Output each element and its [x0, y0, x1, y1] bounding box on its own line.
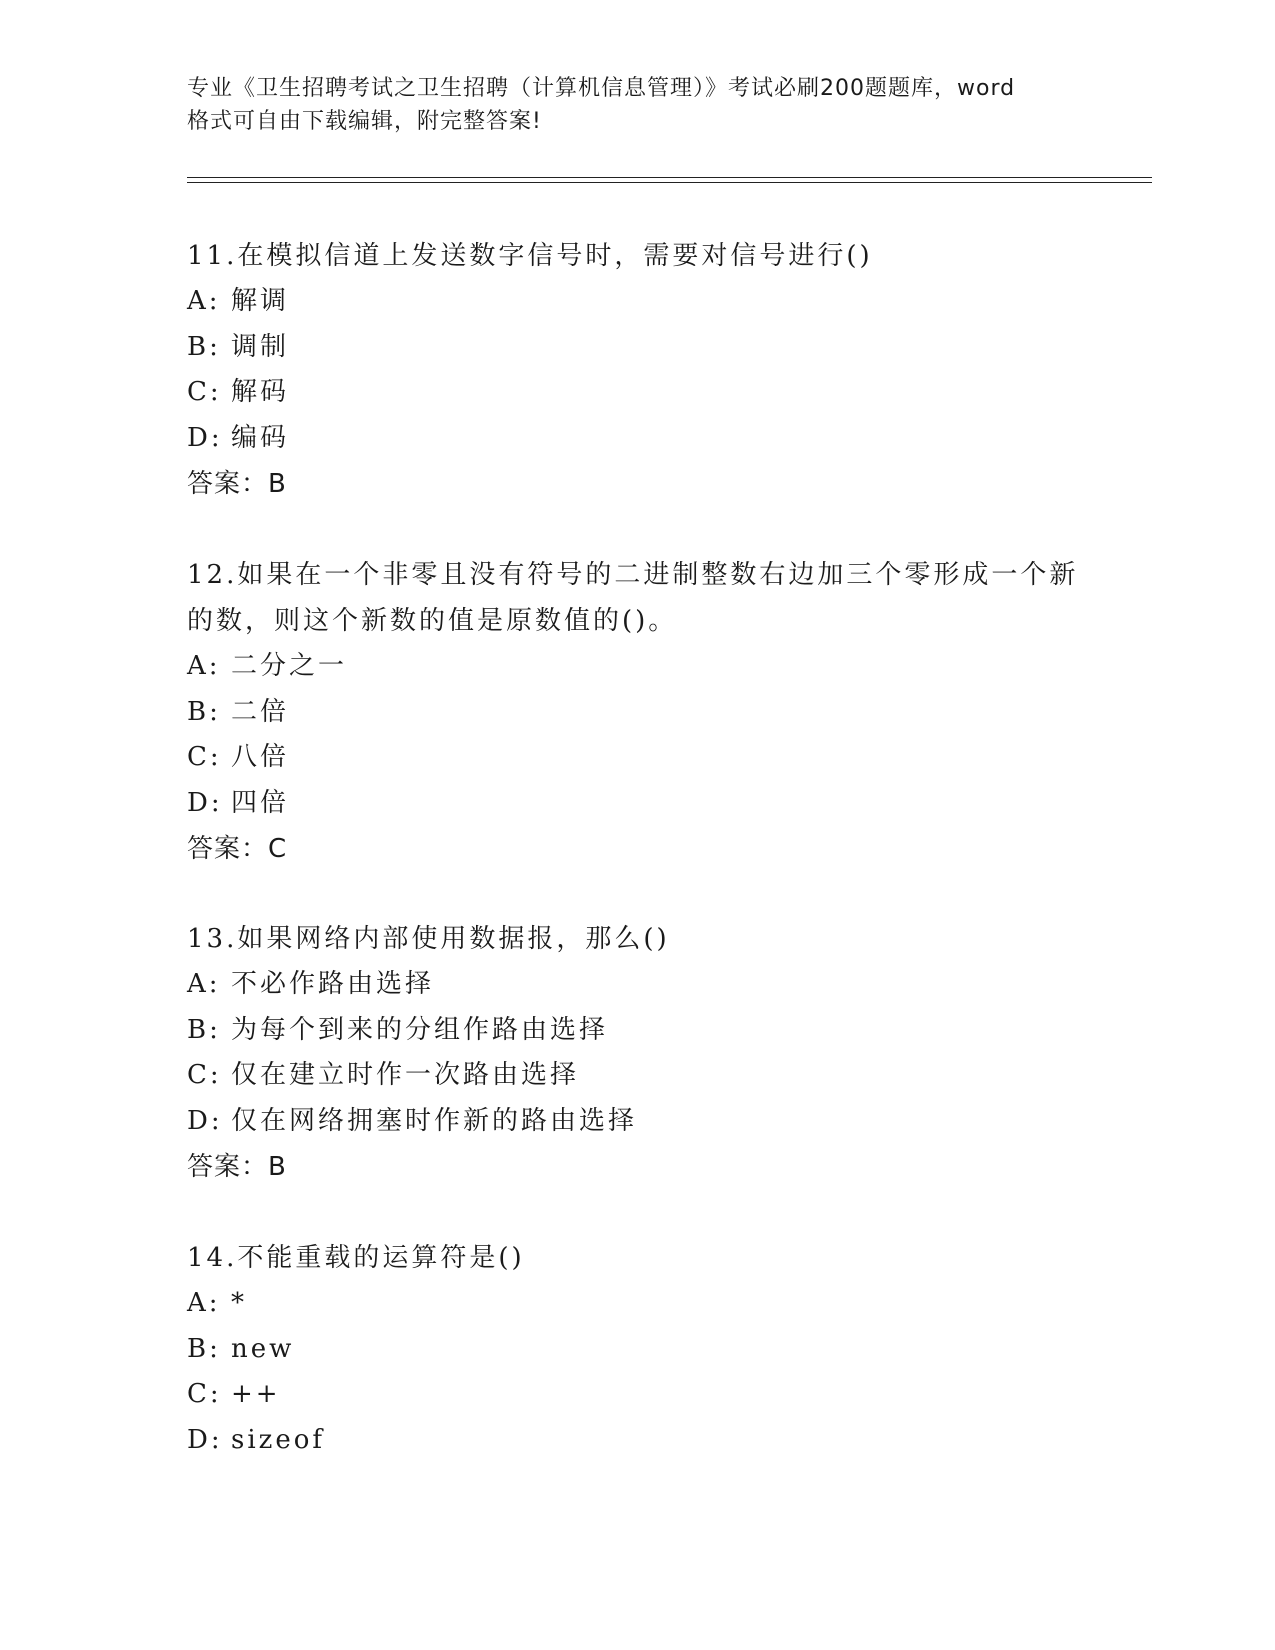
- option-a: [187, 1281, 1087, 1327]
- option-c: [187, 1372, 1087, 1418]
- option-text: 解码: [231, 377, 290, 407]
- question-11: [187, 233, 1087, 507]
- option-text: 二分之一: [231, 651, 348, 681]
- option-label: D:: [187, 1105, 223, 1136]
- option-label: A:: [187, 969, 221, 999]
- option-label: C:: [187, 1379, 222, 1409]
- option-label: B:: [187, 1333, 221, 1364]
- option-text: 不必作路由选择: [231, 969, 435, 999]
- option-d: [187, 416, 1087, 462]
- option-text: 编码: [231, 422, 290, 453]
- question-stem: 13.如果网络内部使用数据报，那么(): [187, 924, 670, 954]
- option-label: B:: [187, 696, 221, 727]
- question-stem-line-2: 的数，则这个新数的值是原数值的()。: [187, 606, 678, 636]
- option-b: [187, 1327, 1087, 1373]
- option-d: [187, 1418, 1087, 1464]
- document-header: [187, 72, 1087, 138]
- option-a: [187, 962, 1087, 1008]
- question-stem: 11.在模拟信道上发送数字信号时，需要对信号进行(): [187, 241, 873, 271]
- question-12: [187, 552, 1087, 872]
- answer-line: 答案：B: [187, 1152, 287, 1182]
- header-divider-bottom: [187, 182, 1152, 183]
- option-text: 调制: [231, 331, 290, 362]
- question-14: [187, 1235, 1087, 1463]
- option-label: D:: [187, 787, 223, 818]
- option-text: sizeof: [231, 1424, 326, 1455]
- option-text: 四倍: [231, 787, 290, 818]
- option-d: [187, 781, 1087, 827]
- question-stem-line-1: 12.如果在一个非零且没有符号的二进制整数右边加三个零形成一个新: [187, 560, 1079, 590]
- option-b: [187, 690, 1087, 736]
- question-13: [187, 916, 1087, 1190]
- option-text: ++: [231, 1379, 281, 1409]
- option-c: [187, 370, 1087, 416]
- option-label: A:: [187, 286, 221, 316]
- option-text: 仅在建立时作一次路由选择: [231, 1060, 580, 1090]
- option-label: C:: [187, 742, 222, 772]
- option-a: [187, 644, 1087, 690]
- option-label: B:: [187, 1014, 221, 1045]
- option-label: A:: [187, 1288, 221, 1318]
- header-divider-top: [187, 177, 1152, 178]
- option-label: C:: [187, 377, 222, 407]
- option-b: [187, 1008, 1087, 1054]
- option-text: 八倍: [231, 742, 290, 772]
- option-c: [187, 1053, 1087, 1099]
- option-label: C:: [187, 1060, 222, 1090]
- option-c: [187, 735, 1087, 781]
- header-line-2: 格式可自由下载编辑，附完整答案!: [187, 109, 542, 134]
- answer-line: 答案：B: [187, 469, 287, 499]
- option-a: [187, 279, 1087, 325]
- option-b: [187, 325, 1087, 371]
- option-d: [187, 1099, 1087, 1145]
- option-text: 二倍: [231, 696, 290, 727]
- option-text: 解调: [231, 286, 290, 316]
- option-label: D:: [187, 1424, 223, 1455]
- option-text: new: [231, 1333, 295, 1364]
- option-label: A:: [187, 651, 221, 681]
- header-line-1: 专业《卫生招聘考试之卫生招聘（计算机信息管理）》考试必刷200题题库，word: [187, 76, 1016, 101]
- answer-line: 答案：C: [187, 834, 288, 864]
- question-stem: 14.不能重载的运算符是(): [187, 1243, 525, 1273]
- option-text: 仅在网络拥塞时作新的路由选择: [231, 1105, 638, 1136]
- option-text: 为每个到来的分组作路由选择: [231, 1014, 609, 1045]
- option-text: *: [231, 1288, 247, 1318]
- option-label: B:: [187, 331, 221, 362]
- option-label: D:: [187, 422, 223, 453]
